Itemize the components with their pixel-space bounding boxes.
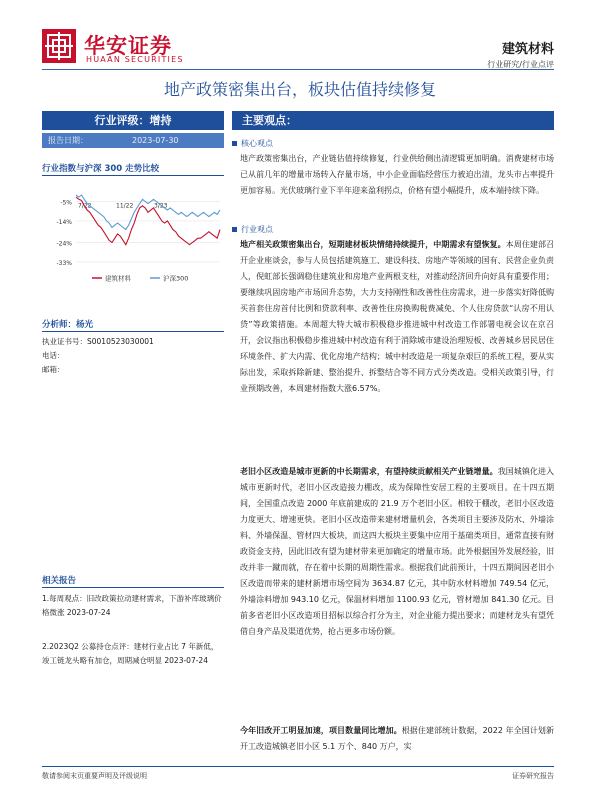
brand-name-cn: 华安证券 <box>84 33 172 58</box>
date-value: 2023-07-30 <box>132 136 179 145</box>
brand-name-en: HUAAN SECURITIES <box>86 55 184 64</box>
analyst-divider <box>42 331 224 332</box>
phone-label: 电话： <box>42 351 65 360</box>
core-view-heading: 核心观点 <box>232 138 273 149</box>
report-date-bar <box>42 133 224 148</box>
report-type: 行业研究/行业点评 <box>487 60 554 69</box>
footer-label: 证券研究报告 <box>512 772 554 780</box>
y-tick-label: -14% <box>56 218 72 226</box>
construction-paragraph: 今年旧改开工明显加速，项目数量同比增加。根据住建部统计数据，2022 年全国计划新开工改造城镇老旧小区 5.1 万个、840 万户，实 <box>240 726 554 751</box>
core-view-text: 地产政策密集出台，产业链估值持续修复，行业供给侧出清逻辑更加明确。消费建材市场已从前几年的增量市场转入存量市场，中小企业面临经营压力被迫出清，龙头市占率提升更加容易。光伏玻璃行业下半年迎来盈利拐点，价格有望小幅提升，成本端持续下降。 <box>240 154 554 195</box>
related-divider <box>42 587 224 588</box>
related-report-link[interactable]: 2.2023Q2 公募持仓点评：建材行业占比 7 年新低，竣工链龙头略有加仓，周期减仓明显 2023-07-24 <box>42 642 219 665</box>
legend-label: 沪深300 <box>163 274 189 283</box>
x-tick-label: 7/22 <box>78 202 92 210</box>
header-divider <box>42 69 554 70</box>
bullet-square-icon <box>232 141 237 146</box>
main-points-banner: 主要观点： <box>232 111 554 130</box>
chart-title-divider <box>42 175 224 176</box>
y-tick-label: -24% <box>56 240 72 248</box>
report-title: 地产政策密集出台，板块估值持续修复 <box>163 80 436 99</box>
logo-mark <box>42 29 76 63</box>
footer-disclaimer: 敬请参阅末页重要声明及评级说明 <box>42 772 147 780</box>
related-reports-heading: 相关报告 <box>42 576 77 586</box>
x-tick-label: 3/23 <box>154 202 168 210</box>
sector-label: 建筑材料 <box>501 42 554 57</box>
date-label: 报告日期： <box>48 136 88 145</box>
y-tick-label: -5% <box>60 199 72 207</box>
related-report-link[interactable]: 1.每周观点：旧改政策拉动建材需求，下游补库玻璃价格微涨 2023-07-24 <box>42 594 222 617</box>
policy-paragraph: 地产相关政策密集出台，短期建材板块情绪持续提升，中期需求有望恢复。本周住建部召开企业座谈会，参与人员包括建筑施工、建设科技、房地产等领域的国有、民营企业负责人，倪虹部长强调稳住建筑业和房地产业两根支柱，对推动经济回升向好具有重要作用；要继续巩固房地产市场回升态势，大力支持刚性和改善性住房需求，进一步落实好降低购买首套住房首付比例和贷款利率、改善性住房换购税费减免、个人住房贷款“认房不用认贷”等政策措施。本周超大特大城市积极稳步推进城中村改造工作部署电视会议在京召开，会议指出积极稳步推进城中村改造有利于消除城市建设治理短板、改善城乡居民居住环境条件、扩大内需、优化房地产结构；城中村改造是一项复杂艰巨的系统工程，要从实际出发，采取拆除新建、整治提升、拆整结合等不同方式分类改造。受相关政策引导，行业预期改善，本周建材指数大涨6.57%。 <box>240 240 554 393</box>
chart-title: 行业指数与沪深 300 走势比较 <box>42 164 160 174</box>
footer-divider <box>42 766 554 767</box>
legend-label: 建筑材料 <box>105 274 131 283</box>
analyst-heading: 分析师：杨光 <box>42 320 94 330</box>
email-label: 邮箱： <box>42 365 65 374</box>
x-tick-label: 11/22 <box>116 202 134 210</box>
renovation-paragraph: 老旧小区改造是城市更新的中长期需求，有望持续贡献相关产业链增量。我国城镇化进入城市更新时代，老旧小区改造接力棚改，成为保障性安居工程的主要项目。在十四五期间，全国重点改造 2000 年底前建成的 21.9 万个老旧小区。相较于棚改，老旧小区改造力度更大、增速更快。老旧小区改造带来建材增量机会，各类项目主要涉及防水、外墙涂料、外墙保温、管材四大板块，而这四大板块主要集中应用于基础类项目，通常直接有财政资金支持，因此旧改有望为建材带来更加确定的增量市场。此外根据国外发展经验，旧改并非一蹴而就，存在着中长期的周期性需求。根据我们此前预计，十四五期间因老旧小区改造而带来的建材新增市场空间为 3634.87 亿元，其中防水材料增加 749.54 亿元，外墙涂料增加 943.10 亿元，保温材料增加 1100.93 亿元，管材增加 841.30 亿元。目前多省老旧小区改造项目招标以综合打分为主，对企业能力提出要求；而建材龙头有望凭借自身产品及渠道优势，抢占更多市场份额。 <box>240 467 555 636</box>
rating-banner: 行业评级：增持 <box>42 111 224 130</box>
y-tick-label: -33% <box>56 260 72 267</box>
index-comparison-chart <box>42 178 224 288</box>
bullet-square-icon <box>232 227 237 232</box>
industry-view-heading: 行业观点 <box>232 224 273 235</box>
license-number: 执业证书号：S0010523030001 <box>42 337 154 346</box>
